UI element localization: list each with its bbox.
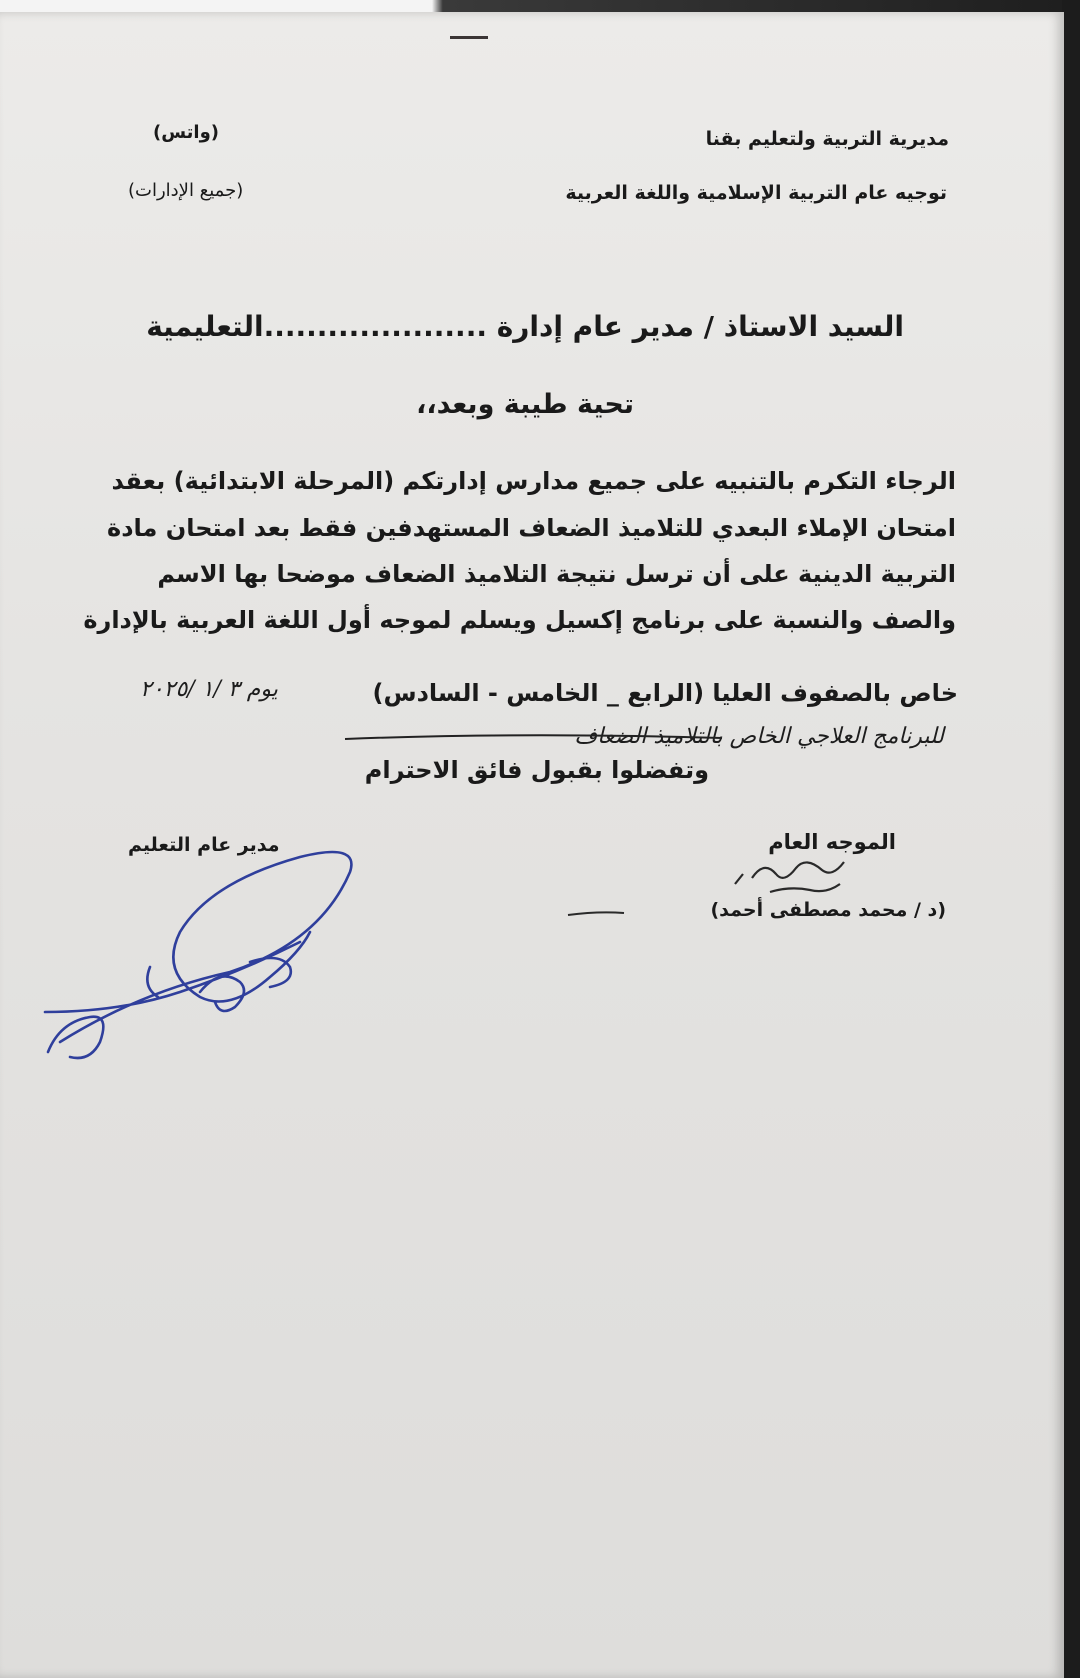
handwritten-date: يوم ٣ /١ /٢٠٢٥ xyxy=(140,677,278,702)
recipients-label: (جميع الإدارات) xyxy=(128,180,244,201)
body-line: والصف والنسبة على برنامج إكسيل ويسلم لموجه أول اللغة العربية بالإدارة xyxy=(83,606,956,634)
grades-note: خاص بالصفوف العليا (الرابع _ الخامس - السادس) xyxy=(372,679,958,707)
department-name: توجيه عام التربية الإسلامية واللغة العربية xyxy=(565,182,947,204)
channel-label: (واتس) xyxy=(153,122,220,143)
supervisor-title: الموجه العام xyxy=(768,830,896,854)
director-signature xyxy=(45,852,351,1058)
greeting-line: تحية طيبة وبعد،، xyxy=(416,389,634,420)
director-title: مدير عام التعليم xyxy=(128,834,280,856)
body-line: التربية الدينية على أن ترسل نتيجة التلاميذ الضعاف موضحا بها الاسم xyxy=(157,560,956,588)
supervisor-name: (د / محمد مصطفى أحمد) xyxy=(710,899,946,921)
supervisor-signature xyxy=(735,862,844,892)
directorate-name: مديرية التربية ولتعليم بقنا xyxy=(705,128,949,150)
photo-edge-top xyxy=(0,0,1080,12)
handwritten-note: للبرنامج العلاجي الخاص بالتلاميذ الضعاف xyxy=(574,724,944,749)
body-line: امتحان الإملاء البعدي للتلاميذ الضعاف المستهدفين فقط بعد امتحان مادة xyxy=(107,514,956,542)
addressee-line: السيد الاستاذ / مدير عام إدارة .....................التعليمية xyxy=(146,310,904,343)
photo-edge-right xyxy=(1062,0,1080,1678)
signature-layer xyxy=(0,12,1064,1678)
stray-dash xyxy=(568,912,624,915)
closing-line: وتفضلوا بقبول فائق الاحترام xyxy=(364,756,709,784)
letter-page xyxy=(0,12,1064,1678)
handwritten-underline xyxy=(345,735,722,739)
body-line: الرجاء التكرم بالتنبيه على جميع مدارس إدارتكم (المرحلة الابتدائية) بعقد xyxy=(111,467,956,495)
